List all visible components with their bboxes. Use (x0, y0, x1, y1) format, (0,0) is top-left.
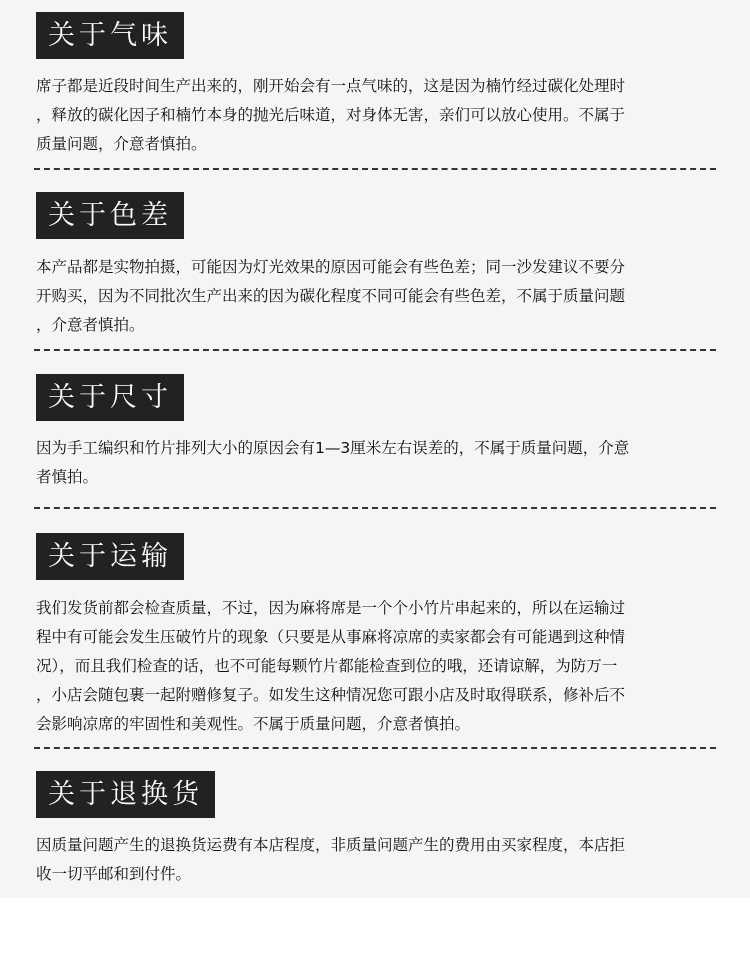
body-line: 因为手工编织和竹片排列大小的原因会有1—3厘米左右误差的，不属于质量问题，介意 (36, 439, 630, 457)
section-body (36, 72, 720, 159)
section-heading: 关于尺寸 (36, 374, 184, 421)
section-body (36, 594, 720, 739)
body-line: 开购买，因为不同批次生产出来的因为碳化程度不同可能会有些色差，不属于质量问题 (36, 287, 626, 305)
dashed-divider (34, 349, 716, 351)
dashed-divider (34, 168, 716, 170)
section-heading: 关于运输 (36, 533, 184, 580)
body-line: 质量问题，介意者慎拍。 (36, 135, 207, 153)
body-line: 本产品都是实物拍摄，可能因为灯光效果的原因可能会有些色差；同一沙发建议不要分 (36, 258, 626, 276)
section-body (36, 253, 720, 340)
section-heading: 关于退换货 (36, 771, 215, 818)
body-line: 程中有可能会发生压破竹片的现象（只要是从事麻将凉席的卖家都会有可能遇到这种情 (36, 628, 626, 646)
section-body (36, 434, 720, 492)
body-line: 况），而且我们检查的话，也不可能每颗竹片都能检查到位的哦，还请谅解，为防万一 (36, 657, 618, 675)
section-body (36, 831, 720, 889)
dashed-divider (34, 507, 716, 509)
section-heading: 关于色差 (36, 192, 184, 239)
body-line: ，小店会随包裹一起附赠修复子。如发生这种情况您可跟小店及时取得联系，修补后不 (36, 686, 626, 704)
body-line: 我们发货前都会检查质量，不过，因为麻将席是一个个小竹片串起来的，所以在运输过 (36, 599, 626, 617)
body-line: 会影响凉席的牢固性和美观性。不属于质量问题，介意者慎拍。 (36, 715, 471, 733)
section-heading: 关于气味 (36, 12, 184, 59)
body-line: ，介意者慎拍。 (36, 316, 145, 334)
body-line: 因质量问题产生的退换货运费有本店程度，非质量问题产生的费用由买家程度，本店拒 (36, 836, 626, 854)
body-line: 席子都是近段时间生产出来的，刚开始会有一点气味的，这是因为楠竹经过碳化处理时 (36, 77, 626, 95)
body-line: 者慎拍。 (36, 468, 99, 486)
body-line: ，释放的碳化因子和楠竹本身的抛光后味道，对身体无害，亲们可以放心使用。不属于 (36, 106, 626, 124)
dashed-divider (34, 747, 716, 749)
body-line: 收一切平邮和到付件。 (36, 865, 192, 883)
